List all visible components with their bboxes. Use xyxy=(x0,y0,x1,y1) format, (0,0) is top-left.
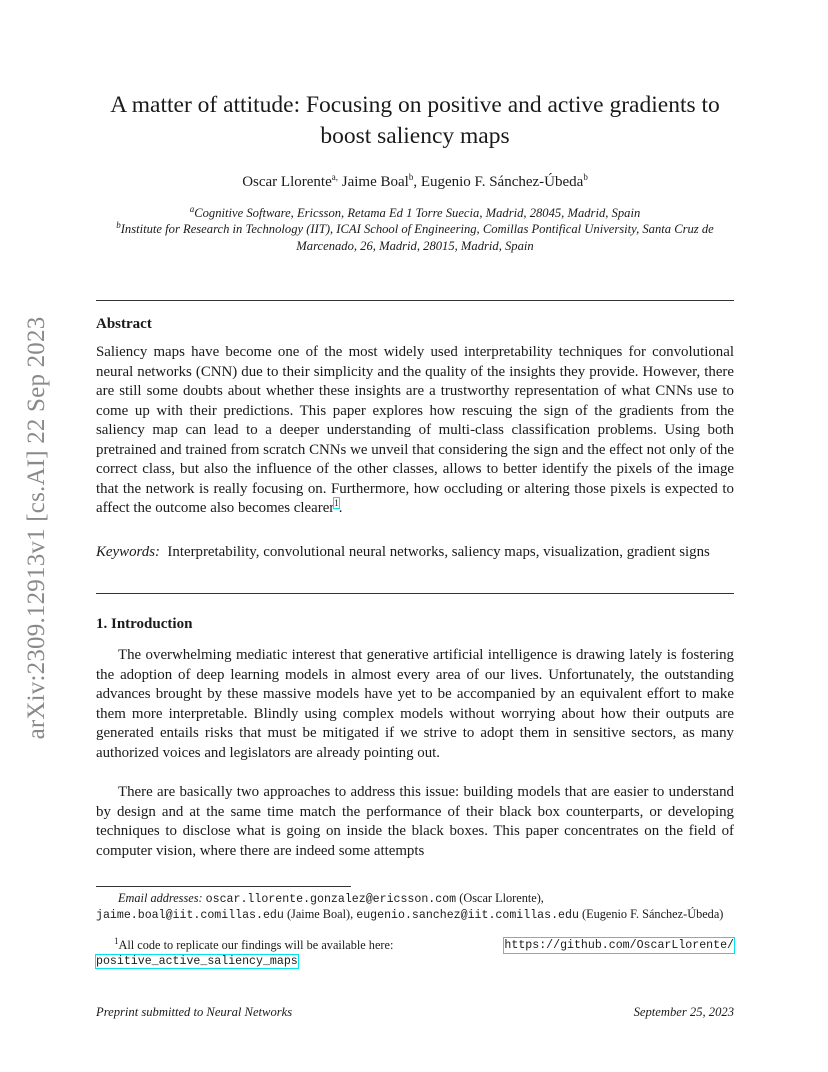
intro-p1-text: The overwhelming mediatic interest that generative artificial intelligence is drawing lately is fostering the adoption of deep learning models in almost every area of our lives. Unfortunately, the outstanding advances brought by these massive models have yet to be accompanied by an equivalent effort to make them more interpretable. Blindly using complex models without worrying about how their outputs are generated entails risks that must be mitigated if we strive to adopt them in sensitive sectors, as many authorized voices and legislators are already pointing out. xyxy=(96,647,734,761)
email-owner: (Eugenio F. Sánchez-Úbeda) xyxy=(581,907,724,922)
affiliations xyxy=(96,205,734,254)
abstract-text xyxy=(96,343,734,519)
footer-preprint-note: Preprint submitted to Neural Networks xyxy=(96,1005,293,1019)
author-affil-mark: a, xyxy=(331,172,338,182)
github-link[interactable]: https://github.com/OscarLlorente/ xyxy=(504,939,734,952)
email-link[interactable]: eugenio.sanchez@iit.comillas.edu xyxy=(356,909,579,923)
affiliation xyxy=(96,221,734,254)
author-name: Eugenio F. Sánchez-Úbeda xyxy=(420,174,584,190)
intro-paragraph-1 xyxy=(96,646,734,763)
affil-text: Institute for Research in Technology (IIT), ICAI School of Engineering, Comillas Pontifical University, Santa Cruz de Marcenado, 26, Madrid, 28015, Madrid, Spain xyxy=(120,222,714,253)
intro-paragraph-2 xyxy=(96,783,734,861)
footnote-rule xyxy=(96,886,351,887)
email-link[interactable]: jaime.boal@iit.comillas.edu xyxy=(96,909,284,923)
page-footer xyxy=(96,1004,734,1020)
author-name: Jaime Boal xyxy=(341,174,409,190)
paper-title: A matter of attitude: Focusing on positive and active gradients to boost saliency maps xyxy=(110,92,720,149)
abstract-end: . xyxy=(338,500,343,516)
email-link[interactable]: oscar.llorente.gonzalez@ericsson.com xyxy=(205,893,457,906)
footnote-mark: 1 xyxy=(114,935,119,946)
abstract-bottom-rule xyxy=(96,593,734,594)
footnote-link-1[interactable]: 1 xyxy=(334,498,339,509)
github-link-continued[interactable]: positive_active_saliency_maps xyxy=(96,955,298,969)
author-list: Oscar Llorente$^{a,}$ Jaime Boal$^b$, Eugenio F. Sánchez-Úbeda$^b$ xyxy=(242,172,588,190)
author-name: Oscar Llorente xyxy=(242,174,332,190)
email-owner: (Jaime Boal), xyxy=(286,907,354,922)
affil-mark: a xyxy=(189,203,195,214)
author-affil-mark: b xyxy=(408,172,414,182)
email-owner: (Oscar Llorente), xyxy=(459,891,544,905)
affiliation xyxy=(96,205,734,221)
footnote-1 xyxy=(96,935,734,970)
footnote-emails xyxy=(96,891,734,924)
footer-date: September 25, 2023 xyxy=(633,1005,734,1019)
abstract-heading: Abstract xyxy=(96,316,152,332)
keywords-label: Keywords: xyxy=(96,544,160,560)
abstract-body: Saliency maps have become one of the most widely used interpretability techniques for convolutional neural networks (CNN) due to their simplicity and the quality of the insights they provide. However, there are still some doubts about whether these insights are a trustworthy representation of what CNNs use to come up with their predictions. This paper explores how rescuing the sign of the gradients from the saliency map can lead to a deeper understanding of multi-class classification problems. Using both pretrained and trained from scratch CNNs we unveil that considering the sign and the effect not only of the correct class, but also the influence of the other classes, allows to better identify the pixels of the image that the network is really focusing on. Furthermore, how occluding or altering those pixels is expected to affect the outcome also becomes clearer xyxy=(96,344,734,516)
abstract-top-rule xyxy=(96,300,734,301)
intro-p2-text: There are basically two approaches to address this issue: building models that are easier to understand by design and at the same time match the performance of their black box counterparts, or developing techniques to disclose what is going on inside the black boxes. This paper concentrates on the field of computer vision, where there are indeed some attempts xyxy=(96,784,734,859)
affil-text: Cognitive Software, Ericsson, Retama Ed 1 Torre Suecia, Madrid, 28045, Madrid, Spain xyxy=(194,206,641,220)
author-affil-mark: b xyxy=(583,172,588,182)
section-heading-introduction: 1. Introduction xyxy=(96,616,193,632)
arxiv-sidebar-stamp xyxy=(16,298,58,758)
footnote-1-text: All code to replicate our findings will be available here: xyxy=(118,938,394,952)
keywords xyxy=(96,543,734,563)
keywords-text: Interpretability, convolutional neural networks, saliency maps, visualization, gradient signs xyxy=(167,544,710,560)
affil-mark: b xyxy=(116,220,121,231)
email-label: Email addresses: xyxy=(118,891,203,905)
arxiv-id: arXiv:2309.12913v1 [cs.AI] 22 Sep 2023 xyxy=(23,316,50,740)
